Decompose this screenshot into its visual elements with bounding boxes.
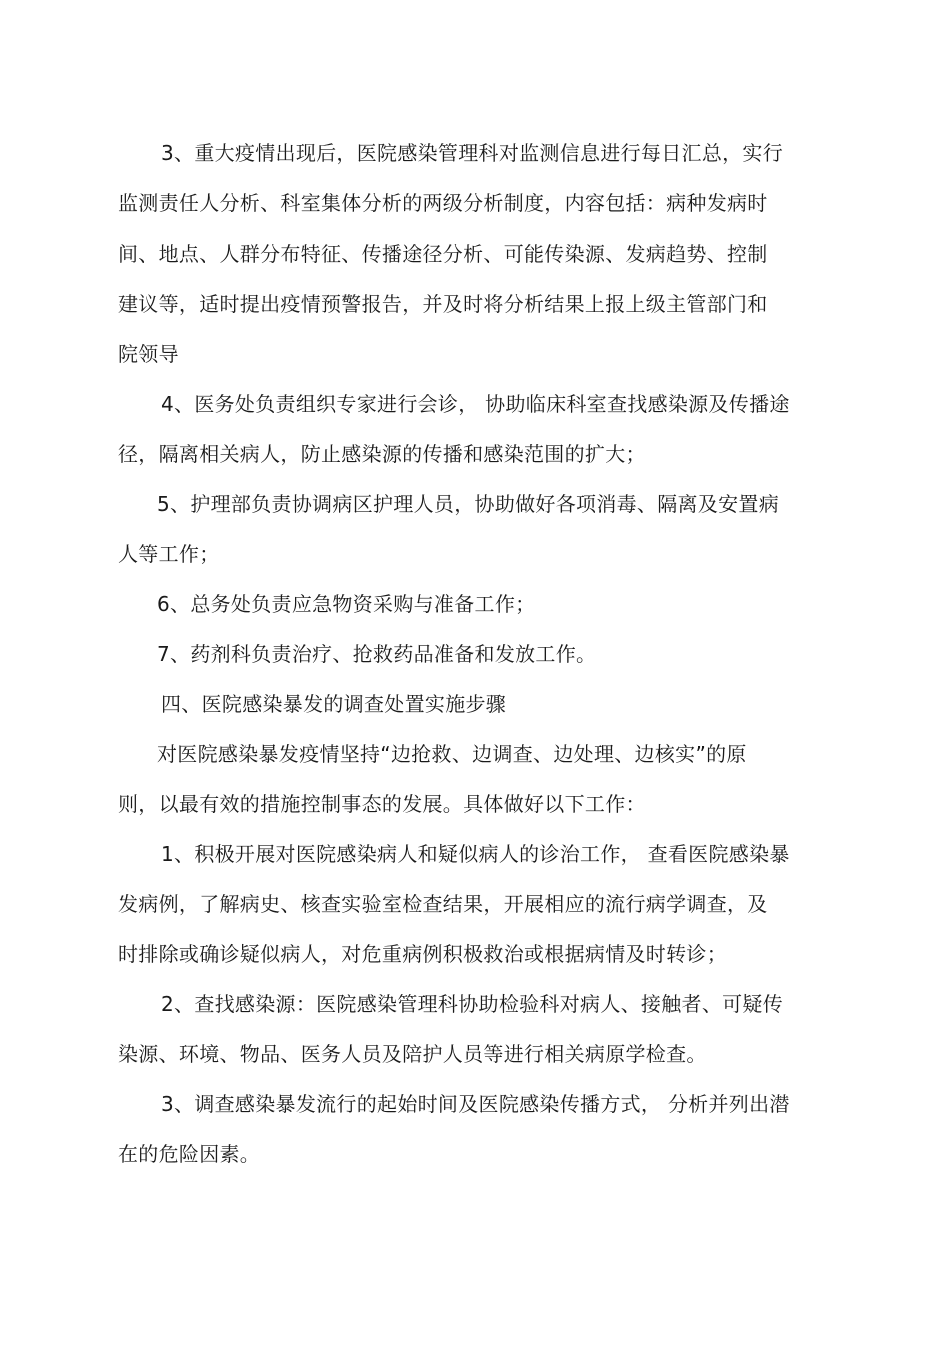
text-line: 7、药剂科负责治疗、抢救药品准备和发放工作。 bbox=[157, 642, 597, 666]
text-line: 1、积极开展对医院感染病人和疑似病人的诊治工作， 查看医院感染暴 bbox=[161, 842, 790, 866]
text-line: 对医院感染暴发疫情坚持“边抢救、边调查、边处理、边核实”的原 bbox=[157, 742, 747, 766]
text-line: 4、医务处负责组织专家进行会诊， 协助临床科室查找感染源及传播途 bbox=[161, 392, 790, 416]
text-line: 在的危险因素。 bbox=[118, 1142, 261, 1166]
section-heading: 四、医院感染暴发的调查处置实施步骤 bbox=[161, 692, 507, 716]
text-line: 径，隔离相关病人，防止感染源的传播和感染范围的扩大； bbox=[118, 442, 646, 466]
text-line: 则，以最有效的措施控制事态的发展。具体做好以下工作： bbox=[118, 792, 646, 816]
text-line: 3、重大疫情出现后，医院感染管理科对监测信息进行每日汇总，实行 bbox=[161, 141, 784, 165]
text-line: 建议等，适时提出疫情预警报告，并及时将分析结果上报上级主管部门和 bbox=[118, 292, 768, 316]
text-line: 6、总务处负责应急物资采购与准备工作； bbox=[157, 592, 536, 616]
text-line: 5、护理部负责协调病区护理人员，协助做好各项消毒、隔离及安置病 bbox=[157, 492, 780, 516]
text-line: 院领导 bbox=[118, 342, 179, 366]
text-line: 间、地点、人群分布特征、传播途径分析、可能传染源、发病趋势、控制 bbox=[118, 242, 768, 266]
text-line: 监测责任人分析、科室集体分析的两级分析制度，内容包括：病种发病时 bbox=[118, 191, 768, 215]
text-line: 时排除或确诊疑似病人，对危重病例积极救治或根据病情及时转诊； bbox=[118, 942, 727, 966]
text-line: 人等工作； bbox=[118, 542, 220, 566]
text-line: 染源、环境、物品、医务人员及陪护人员等进行相关病原学检查。 bbox=[118, 1042, 707, 1066]
text-line: 发病例，了解病史、核查实验室检查结果，开展相应的流行病学调查，及 bbox=[118, 892, 768, 916]
text-line: 3、调查感染暴发流行的起始时间及医院感染传播方式， 分析并列出潜 bbox=[161, 1092, 790, 1116]
text-line: 2、查找感染源：医院感染管理科协助检验科对病人、接触者、可疑传 bbox=[161, 992, 784, 1016]
